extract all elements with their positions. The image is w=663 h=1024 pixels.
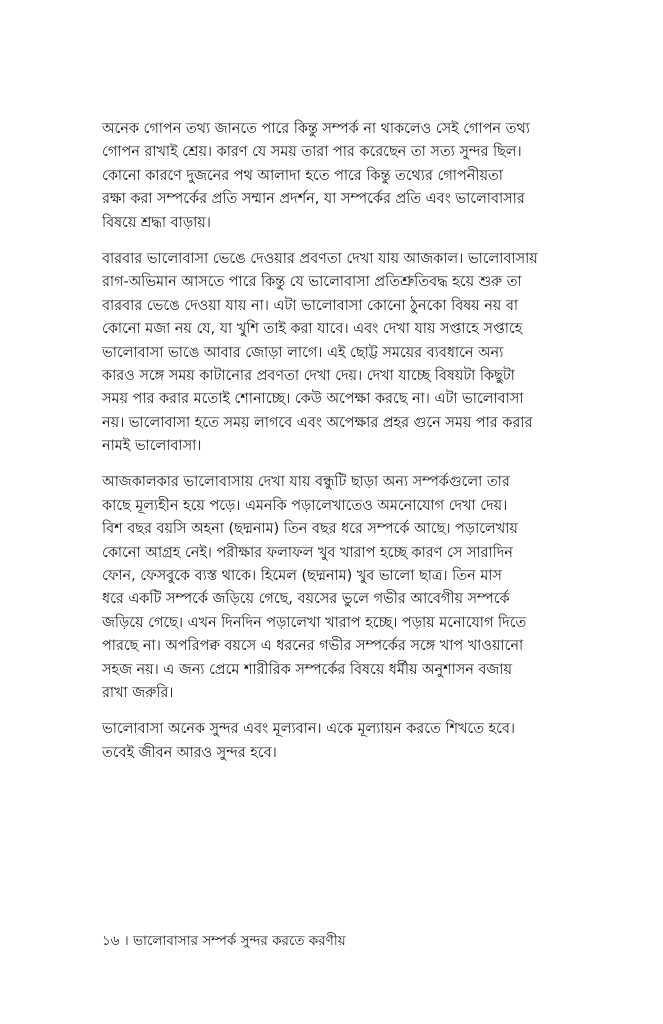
text-line: বিশ বছর বয়সি অহনা (ছদ্মনাম) তিন বছর ধরে সম্পর্কে আছে। পড়ালেখায় [102,521,518,538]
text-line: পারছে না। অপরিপক্ব বয়সে এ ধরনের গভীর সম্পর্কের সঙ্গে খাপ খাওয়ানো [102,638,524,655]
text-line: জড়িয়ে গেছে। এখন দিনদিন পড়ালেখা খারাপ হচ্ছে। পড়ায় মনোযোগ দিতে [102,614,527,631]
page-footer [102,931,346,951]
text-line: রাগ-অভিমান আসতে পারে কিন্তু যে ভালোবাসা প্রতিশ্রুতিবদ্ধ হয়ে শুরু তা [102,274,522,291]
paragraph-1 [102,118,572,235]
paragraph-4 [102,718,572,765]
text-line: রাখা জরুরি। [102,684,174,701]
text-line: কোনো আগ্রহ নেই। পরীক্ষার ফলাফল খুব খারাপ হচ্ছে কারণ সে সারাদিন [102,544,513,561]
text-line: ভালোবাসা ভাঙে আবার জোড়া লাগে। এই ছোট্ট সময়ের ব্যবধানে অন্য [102,344,504,361]
text-line: তবেই জীবন আরও সুন্দর হবে। [102,744,277,761]
paragraph-2 [102,248,572,459]
text-line: নামই ভালোবাসা। [102,438,202,455]
text-line: গোপন রাখাই শ্রেয়। কারণ যে সময় তারা পার করেছেন তা সত্য সুন্দর ছিল। [102,144,522,161]
text-line: ভালোবাসা অনেক সুন্দর এবং মূল্যবান। একে মূল্যায়ন করতে শিখতে হবে। [102,721,516,738]
body-text [102,118,572,778]
text-line: বিষয়ে শ্রদ্ধা বাড়ায়। [102,214,211,231]
text-line: অনেক গোপন তথ্য জানতে পারে কিন্তু সম্পর্ক না থাকলেও সেই গোপন তথ্য [102,121,530,137]
text-line: রক্ষা করা সম্পর্কের প্রতি সম্মান প্রদর্শন, যা সম্পর্কের প্রতি এবং ভালোবাসার [102,191,525,208]
text-line: আজকালকার ভালোবাসায় দেখা যায় বন্ধুটি ছাড়া অন্য সম্পর্কগুলো তার [102,474,510,491]
text-line: ধরে একটি সম্পর্কে জড়িয়ে গেছে, বয়সের ভুলে গভীর আবেগীয় সম্পর্কে [102,591,510,608]
text-line: বারবার ভালোবাসা ভেঙে দেওয়ার প্রবণতা দেখা যায় আজকাল। ভালোবাসায় [102,250,538,267]
text-line: কাছে মূল্যহীন হয়ে পড়ে। এমনকি পড়ালেখাতেও অমনোযোগ দেখা দেয়। [102,497,508,514]
footer-separator: । [123,933,129,949]
text-line: কোনো কারণে দুজনের পথ আলাদা হতে পারে কিন্তু তথ্যের গোপনীয়তা [102,167,503,184]
text-line: ফোন, ফেসবুকে ব্যস্ত থাকে। হিমেল (ছদ্মনাম) খুব ভালো ছাত্র। তিন মাস [102,568,502,585]
text-line: কারও সঙ্গে সময় কাটানোর প্রবণতা দেখা দেয়। দেখা যাচ্ছে বিষয়টা কিছুটা [102,367,515,384]
running-title: ভালোবাসার সম্পর্ক সুন্দর করতে করণীয় [132,933,346,949]
text-line: সময় পার করার মতোই শোনাচ্ছে। কেউ অপেক্ষা করছে না। এটা ভালোবাসা [102,391,524,408]
text-line: নয়। ভালোবাসা হতে সময় লাগবে এবং অপেক্ষার প্রহর গুনে সময় পার করার [102,414,533,431]
text-line: কোনো মজা নয় যে, যা খুশি তাই করা যাবে। এবং দেখা যায় সপ্তাহে সপ্তাহে [102,321,523,338]
text-line: বারবার ভেঙে দেওয়া যায় না। এটা ভালোবাসা কোনো ঠুনকো বিষয় নয় বা [102,297,519,314]
text-line: সহজ নয়। এ জন্য প্রেমে শারীরিক সম্পর্কের বিষয়ে ধর্মীয় অনুশাসন বজায় [102,661,512,678]
page-number: ১৬ [102,933,120,949]
paragraph-3 [102,471,572,705]
